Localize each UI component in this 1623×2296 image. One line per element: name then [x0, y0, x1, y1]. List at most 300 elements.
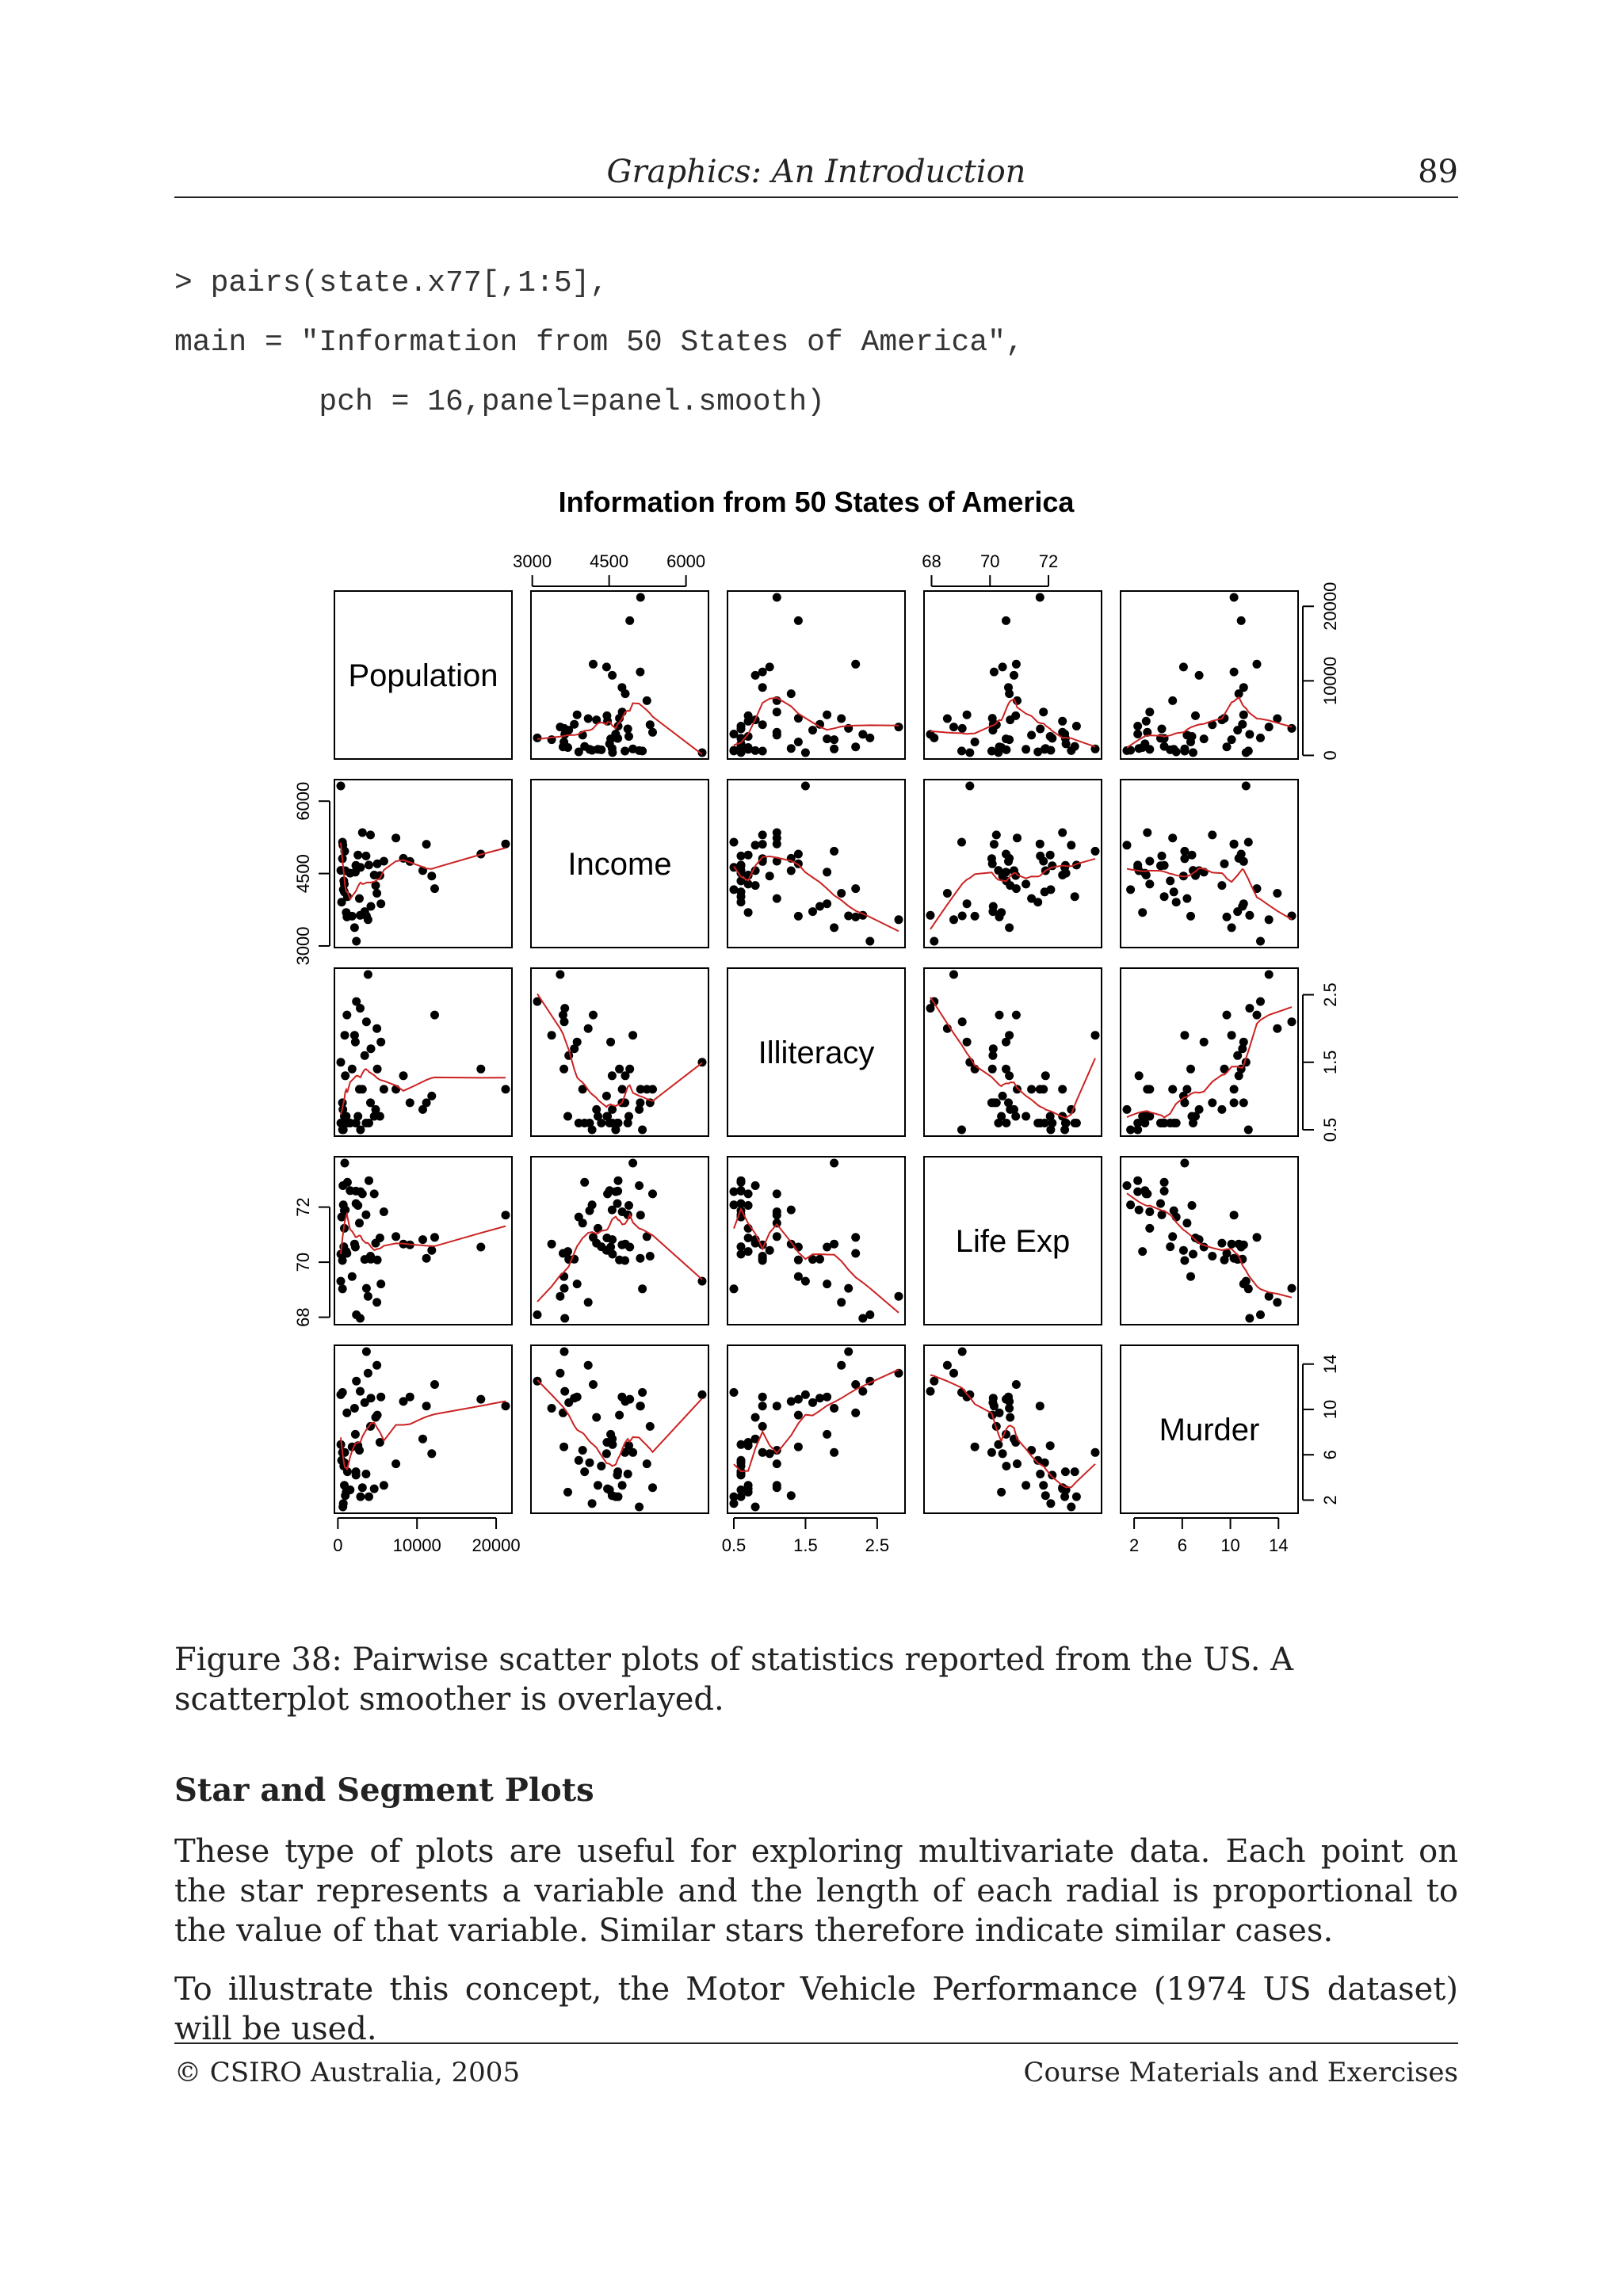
point-3-2-33	[751, 1181, 760, 1190]
point-1-0-39	[356, 911, 365, 920]
point-1-3-39	[926, 911, 935, 920]
point-0-4-2	[1200, 734, 1209, 743]
point-1-3-0	[958, 912, 967, 921]
point-1-0-36	[352, 861, 361, 870]
point-2-3-6	[1058, 1085, 1067, 1093]
point-4-1-25	[597, 1462, 605, 1470]
point-1-3-40	[1046, 885, 1055, 894]
point-2-0-8	[399, 1071, 408, 1080]
point-0-4-12	[1230, 668, 1239, 677]
point-4-1-47	[559, 1443, 568, 1451]
point-4-3-43	[1071, 1467, 1079, 1476]
point-0-2-16	[808, 726, 817, 734]
point-3-0-9	[372, 1298, 381, 1306]
row-tick-label-4-1: 6	[1320, 1450, 1340, 1460]
point-3-0-26	[346, 1186, 354, 1195]
point-4-2-49	[737, 1440, 746, 1449]
point-0-1-42	[589, 660, 598, 669]
point-1-4-31	[1237, 850, 1246, 859]
point-2-0-35	[355, 1085, 364, 1093]
point-2-3-19	[992, 1098, 1001, 1107]
point-3-1-32	[573, 1280, 582, 1288]
point-2-0-39	[356, 1004, 365, 1013]
point-1-2-27	[730, 838, 739, 847]
point-0-4-47	[1186, 738, 1195, 746]
point-4-3-24	[1006, 1413, 1014, 1422]
point-3-4-28	[1145, 1224, 1154, 1233]
point-3-2-42	[851, 1233, 860, 1241]
point-3-4-40	[1126, 1200, 1135, 1209]
point-3-2-37	[766, 1246, 774, 1255]
chart-title: Information from 50 States of America	[558, 486, 1075, 518]
point-4-1-17	[556, 1369, 564, 1378]
point-3-0-1	[337, 1277, 346, 1286]
point-2-1-3	[548, 1031, 556, 1039]
point-3-0-40	[339, 1200, 348, 1209]
point-0-3-22	[1072, 722, 1081, 730]
point-1-4-17	[1265, 915, 1274, 924]
point-3-1-49	[608, 1250, 617, 1259]
point-2-0-21	[406, 1098, 414, 1107]
point-0-3-0	[958, 724, 967, 733]
col-tick-label-0-1: 10000	[392, 1535, 441, 1555]
point-1-4-41	[1238, 902, 1247, 911]
point-0-4-3	[1228, 735, 1236, 744]
point-4-1-3	[548, 1404, 556, 1413]
code-line-3: pch = 16,panel=panel.smooth)	[174, 385, 825, 419]
point-3-2-1	[801, 1277, 810, 1286]
point-0-4-32	[1239, 711, 1248, 719]
point-0-4-30	[1223, 742, 1232, 751]
point-1-3-6	[1058, 828, 1067, 837]
point-3-1-43	[580, 1178, 589, 1187]
point-1-2-40	[730, 885, 739, 894]
point-1-4-28	[1145, 879, 1154, 888]
point-4-1-12	[636, 1402, 644, 1410]
point-4-1-27	[638, 1388, 647, 1397]
point-4-0-40	[339, 1499, 348, 1508]
point-2-1-10	[628, 1031, 637, 1039]
col-tick-label-3-1: 70	[980, 551, 1000, 571]
point-2-3-10	[1091, 1031, 1100, 1039]
point-2-3-0	[958, 1017, 967, 1026]
point-2-1-42	[589, 1011, 598, 1020]
point-0-4-46	[1158, 725, 1167, 734]
point-3-2-9	[837, 1298, 846, 1306]
point-3-0-29	[391, 1232, 400, 1241]
point-0-3-20	[1039, 707, 1048, 716]
point-2-3-28	[1022, 1112, 1030, 1121]
point-0-3-45	[988, 714, 997, 723]
pairs-plot	[285, 475, 1347, 1569]
point-0-3-49	[994, 748, 1002, 757]
point-0-2-19	[758, 720, 767, 729]
point-4-1-19	[646, 1422, 655, 1431]
point-1-4-7	[1180, 854, 1189, 863]
point-4-3-4	[1036, 1402, 1044, 1410]
point-4-1-40	[588, 1499, 597, 1508]
point-0-3-46	[1036, 725, 1044, 734]
row-tick-label-3-2: 72	[293, 1197, 313, 1217]
point-4-1-33	[635, 1503, 643, 1512]
point-0-3-37	[999, 662, 1007, 671]
point-1-4-24	[1217, 881, 1226, 890]
point-2-0-38	[341, 1071, 349, 1080]
point-2-1-17	[556, 971, 564, 979]
point-1-4-48	[1142, 871, 1151, 879]
point-3-1-1	[698, 1277, 707, 1286]
point-0-2-4	[773, 593, 781, 602]
point-0-2-10	[830, 745, 838, 753]
point-2-4-4	[1230, 1085, 1239, 1093]
point-4-1-45	[615, 1411, 624, 1420]
point-3-4-37	[1179, 1246, 1188, 1255]
point-0-4-48	[1142, 717, 1151, 726]
point-1-2-47	[794, 912, 803, 921]
point-0-2-17	[895, 723, 903, 731]
point-0-1-6	[648, 728, 657, 737]
point-1-0-41	[367, 902, 376, 911]
point-0-1-36	[613, 734, 622, 742]
point-4-2-12	[758, 1402, 767, 1410]
point-1-4-40	[1126, 885, 1135, 894]
point-4-3-10	[1091, 1448, 1100, 1457]
point-4-3-5	[1046, 1441, 1055, 1450]
point-1-3-17	[949, 915, 958, 924]
point-4-0-42	[430, 1380, 439, 1389]
point-2-4-17	[1265, 971, 1274, 979]
point-3-2-0	[844, 1284, 853, 1293]
point-1-4-39	[1245, 911, 1254, 920]
point-1-3-4	[1036, 840, 1044, 849]
point-3-0-48	[370, 1189, 379, 1198]
point-0-4-23	[1256, 734, 1265, 742]
point-4-3-41	[989, 1394, 998, 1402]
point-2-4-2	[1200, 1038, 1209, 1047]
point-2-0-36	[352, 1119, 361, 1127]
point-2-3-46	[1036, 1119, 1044, 1127]
point-3-1-34	[608, 1235, 617, 1244]
point-1-3-21	[1004, 857, 1013, 866]
point-4-1-41	[570, 1394, 579, 1402]
point-3-2-49	[737, 1250, 746, 1259]
running-title: Graphics: An Introduction	[606, 154, 1026, 190]
point-1-3-43	[1071, 892, 1079, 901]
point-0-4-13	[1191, 711, 1200, 720]
point-4-1-28	[594, 1481, 602, 1489]
point-3-4-29	[1168, 1232, 1177, 1241]
row-tick-label-2-2: 2.5	[1320, 982, 1340, 1007]
point-2-0-48	[370, 1112, 379, 1121]
point-2-1-28	[594, 1112, 602, 1121]
point-4-1-20	[618, 1481, 627, 1489]
point-1-0-1	[337, 782, 346, 791]
point-2-3-34	[1010, 1105, 1018, 1114]
point-1-3-23	[930, 937, 938, 946]
point-3-4-5	[1188, 1201, 1197, 1210]
footer-course: Course Materials and Exercises	[1023, 2057, 1458, 2088]
point-0-2-35	[773, 730, 781, 739]
point-3-2-10	[830, 1159, 838, 1168]
point-1-4-12	[1230, 840, 1239, 849]
point-4-0-30	[342, 1409, 351, 1417]
point-2-4-0	[1288, 1017, 1296, 1026]
point-1-2-42	[851, 884, 860, 893]
footer-rule	[174, 2042, 1458, 2044]
col-tick-label-2-1: 1.5	[793, 1535, 818, 1555]
point-1-0-12	[422, 840, 431, 849]
point-0-2-20	[773, 707, 781, 716]
col-tick-label-1-2: 6000	[666, 551, 706, 571]
point-2-3-42	[1012, 1011, 1021, 1020]
point-1-4-46	[1158, 852, 1167, 860]
point-2-0-3	[350, 1031, 359, 1039]
point-0-2-49	[737, 748, 746, 757]
point-2-1-45	[615, 1065, 624, 1074]
point-3-4-48	[1142, 1189, 1151, 1198]
point-3-0-45	[373, 1256, 382, 1264]
point-3-2-20	[773, 1207, 781, 1216]
point-3-1-15	[613, 1187, 622, 1196]
point-2-0-30	[342, 1011, 351, 1020]
point-2-1-40	[588, 1126, 597, 1135]
point-1-0-23	[352, 937, 361, 946]
point-3-1-17	[556, 1292, 564, 1301]
point-2-0-20	[380, 1085, 388, 1093]
point-1-0-3	[350, 923, 359, 932]
point-3-1-23	[533, 1310, 542, 1319]
point-1-2-41	[815, 902, 824, 911]
point-4-1-43	[580, 1467, 589, 1476]
point-0-2-38	[787, 744, 796, 753]
point-2-4-3	[1228, 1031, 1236, 1039]
point-4-3-47	[971, 1443, 980, 1451]
point-3-1-33	[635, 1181, 643, 1190]
running-header	[174, 154, 1458, 198]
point-1-0-47	[348, 912, 357, 921]
point-1-3-9	[943, 889, 952, 898]
point-0-2-47	[794, 738, 803, 746]
point-2-4-30	[1223, 1011, 1232, 1020]
row-tick-label-1-2: 6000	[293, 781, 313, 821]
point-4-3-38	[1041, 1491, 1050, 1500]
point-2-1-37	[602, 1092, 611, 1100]
point-1-3-27	[957, 838, 966, 847]
point-1-2-16	[808, 907, 817, 916]
point-4-1-18	[563, 1488, 572, 1497]
point-2-4-49	[1189, 1119, 1197, 1127]
point-3-0-32	[376, 1280, 385, 1288]
point-2-0-41	[367, 1044, 376, 1053]
variable-label-1: Income	[567, 847, 672, 882]
point-1-2-3	[830, 923, 838, 932]
point-0-2-39	[858, 730, 867, 738]
point-2-3-27	[957, 1126, 966, 1135]
point-0-2-32	[823, 711, 831, 719]
point-0-3-32	[963, 711, 972, 719]
point-2-0-45	[373, 1065, 382, 1074]
point-4-0-17	[364, 1369, 372, 1378]
point-0-2-46	[737, 725, 746, 734]
point-2-4-23	[1256, 997, 1265, 1006]
point-4-1-0	[560, 1348, 569, 1356]
point-3-1-21	[617, 1241, 626, 1249]
point-0-1-9	[584, 715, 593, 723]
point-1-2-30	[851, 913, 860, 921]
point-1-3-28	[1022, 879, 1030, 888]
point-0-3-36	[1048, 734, 1056, 742]
point-4-0-27	[338, 1388, 347, 1397]
row-tick-label-4-2: 10	[1320, 1399, 1340, 1420]
point-3-0-42	[430, 1233, 439, 1241]
point-3-0-37	[427, 1246, 436, 1255]
point-3-4-25	[1166, 1242, 1174, 1251]
point-3-0-24	[372, 1239, 380, 1248]
point-1-4-11	[1170, 887, 1178, 896]
row-tick-label-1-1: 4500	[293, 854, 313, 894]
point-1-4-44	[1172, 898, 1181, 906]
point-2-0-37	[427, 1092, 436, 1100]
paragraph-2: To illustrate this concept, the Motor Vehicle Performance (1974 US dataset) will be used.	[174, 1971, 1458, 2047]
point-0-3-21	[1004, 683, 1013, 692]
point-4-2-24	[751, 1413, 760, 1422]
point-2-3-45	[988, 1065, 997, 1074]
point-4-0-9	[372, 1361, 381, 1370]
point-1-2-10	[830, 847, 838, 856]
point-3-4-10	[1180, 1159, 1189, 1168]
point-3-2-19	[758, 1252, 767, 1261]
point-0-1-29	[643, 696, 651, 705]
point-0-1-34	[608, 671, 617, 680]
point-3-4-32	[1239, 1280, 1248, 1288]
point-2-4-10	[1180, 1031, 1189, 1039]
point-0-1-39	[560, 730, 569, 738]
point-1-4-33	[1123, 841, 1132, 849]
point-3-4-49	[1189, 1250, 1197, 1259]
panel-frame-2-1	[531, 968, 708, 1136]
point-4-3-31	[1002, 1395, 1010, 1404]
point-0-3-12	[990, 668, 999, 677]
point-0-4-22	[1133, 722, 1142, 730]
point-1-3-5	[1046, 851, 1055, 860]
section-title: Star and Segment Plots	[174, 1772, 594, 1809]
point-3-2-39	[858, 1314, 867, 1323]
point-3-4-19	[1208, 1252, 1216, 1261]
point-3-2-48	[744, 1189, 753, 1198]
point-2-4-20	[1145, 1085, 1154, 1093]
point-2-3-35	[1027, 1085, 1036, 1093]
point-3-4-7	[1180, 1257, 1189, 1265]
point-4-0-3	[350, 1404, 359, 1413]
variable-label-3: Life Exp	[955, 1224, 1071, 1259]
point-2-3-20	[1039, 1085, 1048, 1093]
point-3-1-0	[560, 1284, 569, 1293]
point-1-4-27	[1244, 838, 1253, 847]
point-1-0-35	[355, 894, 364, 903]
point-3-1-3	[548, 1240, 556, 1249]
point-3-2-38	[787, 1206, 796, 1215]
page-number: 89	[1418, 154, 1458, 190]
point-1-4-1	[1242, 782, 1251, 791]
point-0-4-42	[1253, 660, 1262, 669]
point-4-0-36	[352, 1470, 361, 1479]
point-4-0-14	[356, 1493, 365, 1501]
point-0-1-31	[625, 616, 634, 625]
point-3-0-31	[476, 1243, 485, 1252]
point-1-2-37	[766, 871, 774, 880]
point-4-0-4	[502, 1402, 510, 1410]
point-0-3-9	[943, 715, 952, 723]
point-2-4-29	[1168, 1085, 1177, 1093]
smoother-line-4-3	[930, 1375, 1095, 1488]
point-4-3-20	[1039, 1481, 1048, 1489]
point-1-3-42	[1012, 884, 1021, 893]
point-1-4-43	[1160, 892, 1169, 901]
point-2-0-9	[372, 1024, 381, 1033]
point-0-1-40	[588, 746, 597, 755]
point-3-1-19	[646, 1252, 655, 1261]
point-3-2-30	[851, 1249, 860, 1258]
point-0-2-48	[744, 717, 753, 726]
point-1-3-30	[995, 913, 1004, 921]
point-4-3-29	[1013, 1459, 1022, 1468]
point-1-3-44	[1033, 898, 1042, 906]
point-0-3-28	[1022, 745, 1030, 753]
point-2-1-46	[624, 1119, 632, 1127]
point-1-0-6	[358, 828, 367, 837]
row-tick-label-2-1: 1.5	[1320, 1050, 1340, 1075]
point-2-4-24	[1217, 1105, 1226, 1114]
point-4-3-33	[1067, 1503, 1075, 1512]
point-1-3-49	[994, 866, 1002, 875]
point-3-0-47	[348, 1272, 357, 1281]
point-4-1-44	[575, 1456, 583, 1465]
point-3-1-39	[560, 1314, 569, 1323]
point-4-1-21	[617, 1393, 626, 1402]
point-3-4-15	[1160, 1187, 1169, 1196]
point-1-4-23	[1256, 937, 1265, 946]
point-4-3-0	[958, 1348, 967, 1356]
point-2-4-44	[1172, 1119, 1181, 1127]
point-3-4-24	[1217, 1239, 1226, 1248]
point-3-2-29	[773, 1232, 781, 1241]
point-2-4-27	[1244, 1126, 1253, 1135]
point-1-0-5	[353, 851, 362, 860]
row-tick-label-2-0: 0.5	[1320, 1117, 1340, 1142]
point-0-4-49	[1189, 748, 1197, 757]
point-0-4-17	[1265, 723, 1274, 731]
point-3-1-48	[603, 1189, 612, 1198]
point-2-1-18	[563, 1112, 572, 1121]
point-2-3-3	[1005, 1031, 1014, 1039]
point-0-1-46	[624, 725, 632, 734]
point-2-4-34	[1195, 1105, 1204, 1114]
point-1-4-45	[1220, 860, 1229, 868]
point-1-4-6	[1143, 828, 1151, 837]
point-0-1-49	[608, 748, 617, 757]
point-4-1-30	[559, 1409, 567, 1417]
point-4-2-9	[837, 1361, 846, 1370]
point-4-0-46	[361, 1470, 370, 1478]
point-1-4-21	[1239, 857, 1248, 866]
point-0-4-43	[1160, 742, 1169, 751]
point-2-4-12	[1230, 1098, 1239, 1107]
point-4-1-9	[584, 1361, 593, 1370]
point-1-4-47	[1186, 912, 1195, 921]
point-0-1-41	[570, 720, 579, 729]
row-tick-label-4-0: 2	[1320, 1495, 1340, 1505]
point-4-2-3	[830, 1404, 838, 1413]
